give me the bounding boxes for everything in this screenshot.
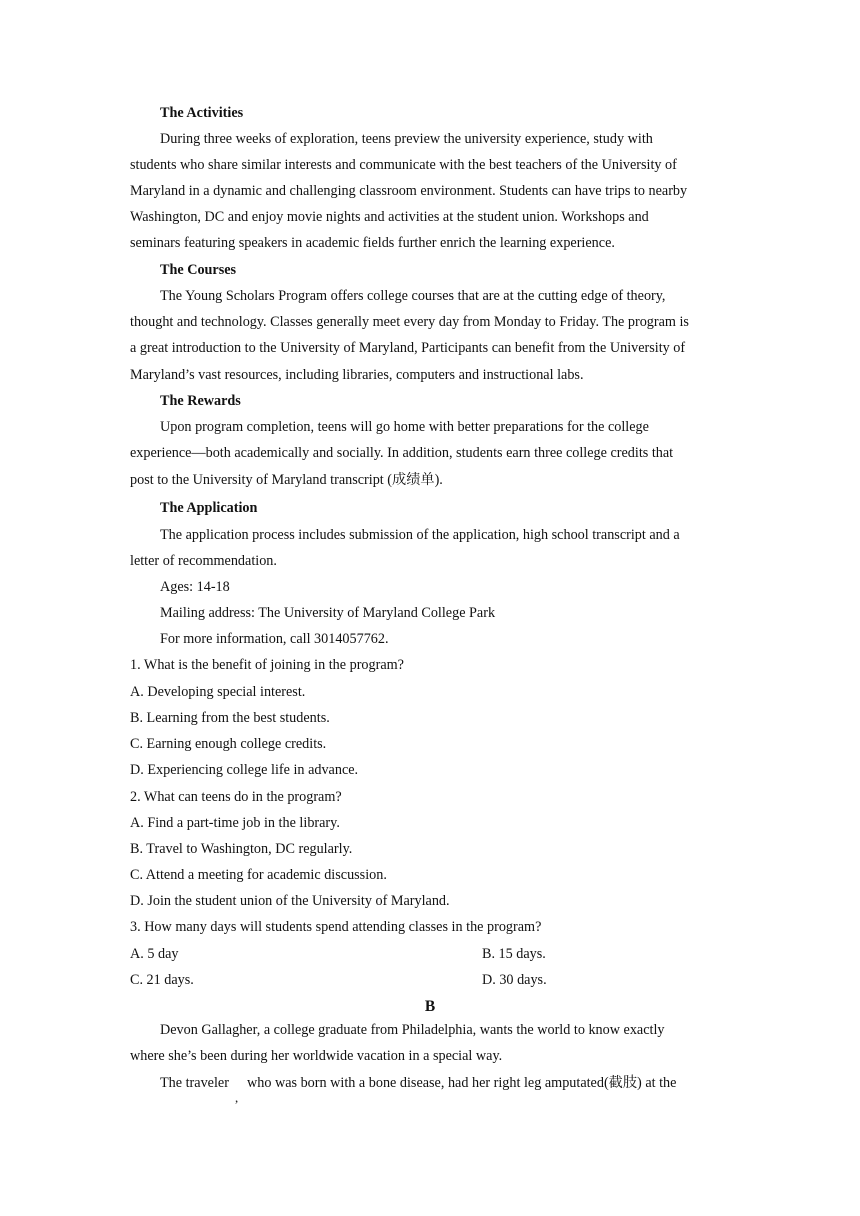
passage-b-line-2: where she’s been during her worldwide vacation in a special way. <box>130 1048 503 1064</box>
question-1-stem: 1. What is the benefit of joining in the program? <box>130 657 404 673</box>
question-1-option-d: D. Experiencing college life in advance. <box>130 762 359 778</box>
application-ages: Ages: 14-18 <box>160 579 230 595</box>
question-3-option-d: D. 30 days. <box>482 972 547 988</box>
activities-line-3: Maryland in a dynamic and challenging classroom environment. Students can have trips to nearby <box>130 183 688 199</box>
question-1-option-b: B. Learning from the best students. <box>130 710 330 726</box>
question-2-stem: 2. What can teens do in the program? <box>130 789 342 805</box>
rewards-line-3: post to the University of Maryland transcript (成绩单). <box>130 472 443 488</box>
question-2-option-a: A. Find a part-time job in the library. <box>130 815 340 831</box>
stray-comma-mark: , <box>235 1090 239 1105</box>
courses-line-3: a great introduction to the University of Maryland, Participants can benefit from the University of <box>130 340 686 356</box>
question-1-option-c: C. Earning enough college credits. <box>130 736 327 752</box>
application-info-line: For more information, call 3014057762. <box>160 631 389 647</box>
question-2-option-d: D. Join the student union of the University of Maryland. <box>130 893 450 909</box>
application-line-2: letter of recommendation. <box>130 553 277 569</box>
courses-line-4: Maryland’s vast resources, including libraries, computers and instructional labs. <box>130 367 584 383</box>
rewards-line-1: Upon program completion, teens will go home with better preparations for the college <box>160 419 649 435</box>
activities-line-5: seminars featuring speakers in academic fields further enrich the learning experience. <box>130 235 615 251</box>
section-b-label: B <box>424 998 436 1015</box>
rewards-line-2: experience—both academically and socially. In addition, students earn three college credits that <box>130 445 674 461</box>
activities-heading: The Activities <box>160 105 244 121</box>
question-3-stem: 3. How many days will students spend attending classes in the program? <box>130 919 542 935</box>
activities-line-1: During three weeks of exploration, teens preview the university experience, study with <box>160 131 653 147</box>
courses-heading: The Courses <box>160 262 237 278</box>
passage-b-line-1: Devon Gallagher, a college graduate from Philadelphia, wants the world to know exactly <box>160 1022 665 1038</box>
question-1-option-a: A. Developing special interest. <box>130 684 306 700</box>
passage-b-line-3-rest: who was born with a bone disease, had her right leg amputated(截肢) at the <box>247 1075 677 1091</box>
question-3-option-b: B. 15 days. <box>482 946 546 962</box>
question-2-option-b: B. Travel to Washington, DC regularly. <box>130 841 353 857</box>
activities-line-4: Washington, DC and enjoy movie nights and activities at the student union. Workshops and <box>130 209 649 225</box>
application-line-1: The application process includes submission of the application, high school transcript and a <box>160 527 680 543</box>
rewards-heading: The Rewards <box>160 393 241 409</box>
application-heading: The Application <box>160 500 258 516</box>
application-mailing-address: Mailing address: The University of Maryland College Park <box>160 605 496 621</box>
courses-line-1: The Young Scholars Program offers college courses that are at the cutting edge of theory, <box>160 288 666 304</box>
question-3-option-a: A. 5 day <box>130 946 179 962</box>
question-3-option-c: C. 21 days. <box>130 972 194 988</box>
courses-line-2: thought and technology. Classes generally meet every day from Monday to Friday. The program is <box>130 314 689 330</box>
passage-b-line-3-start: The traveler <box>160 1075 229 1091</box>
activities-line-2: students who share similar interests and communicate with the best teachers of the University of <box>130 157 677 173</box>
question-2-option-c: C. Attend a meeting for academic discussion. <box>130 867 387 883</box>
